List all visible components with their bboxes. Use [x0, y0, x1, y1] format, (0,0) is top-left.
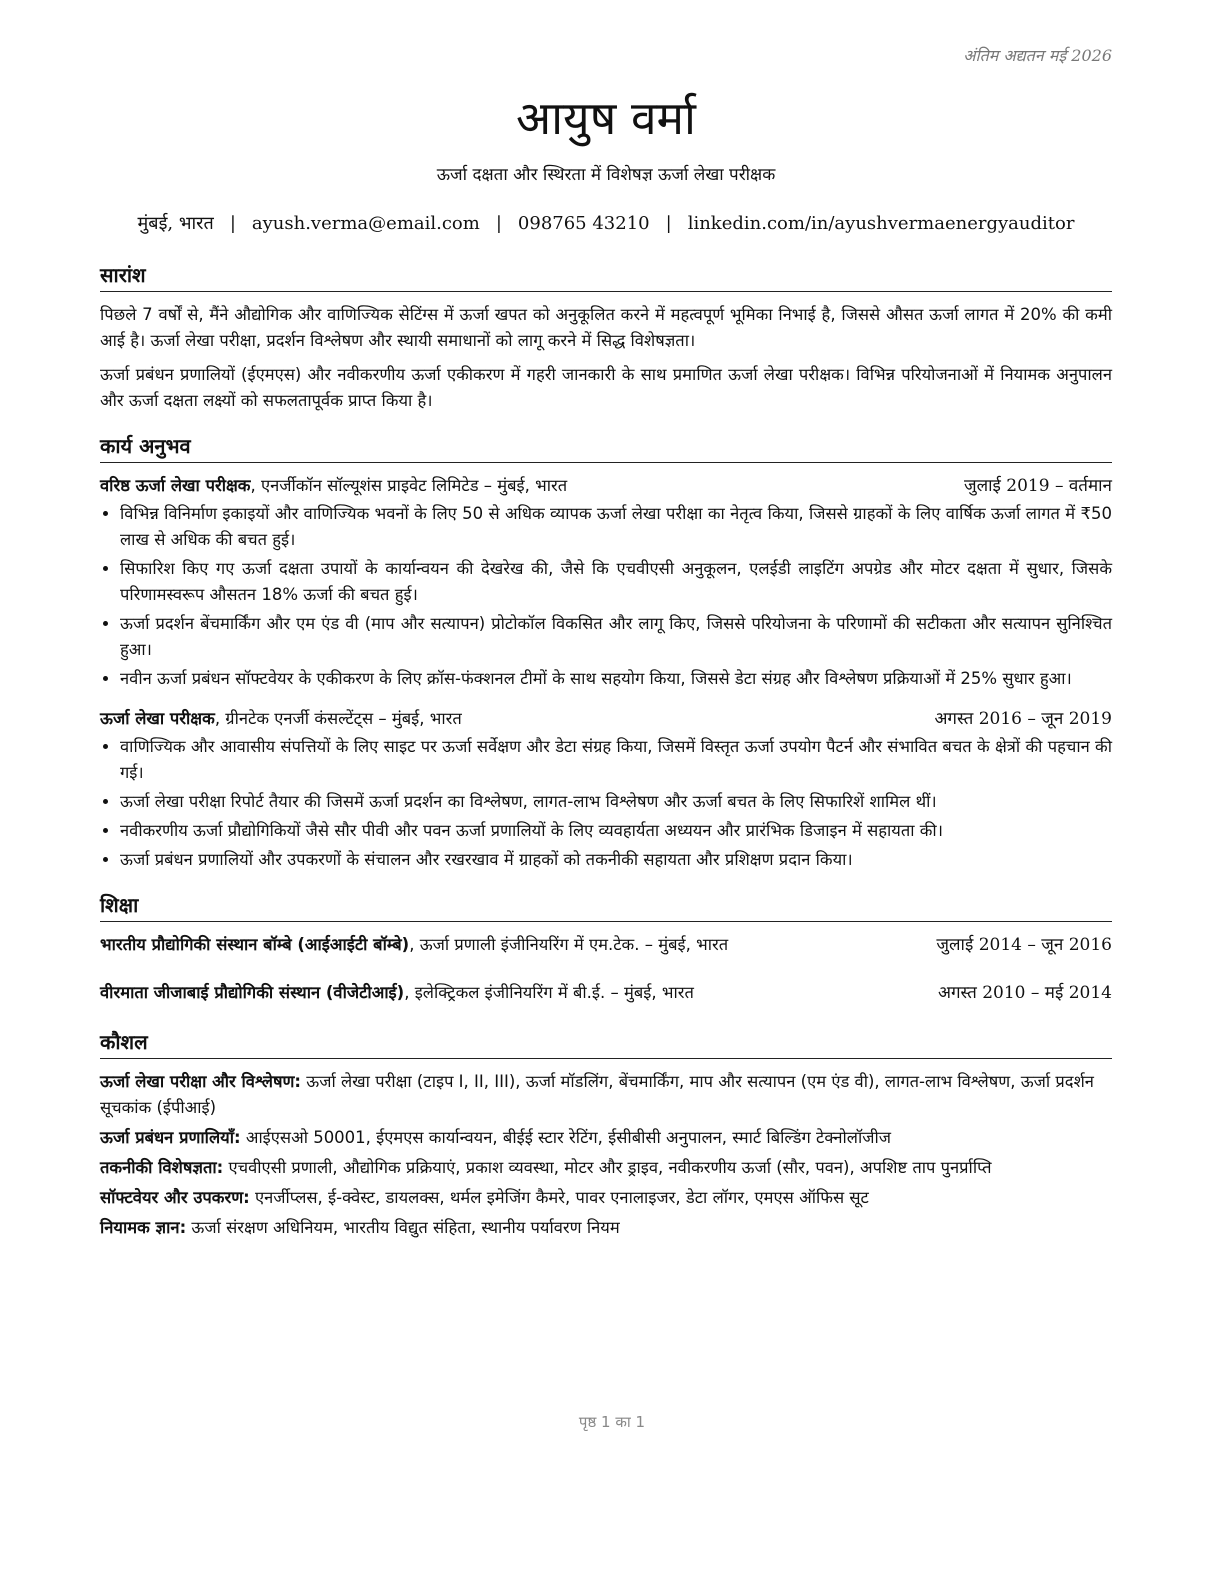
last-updated: अंतिम अद्यतन मई 2026 [963, 46, 1112, 65]
contact-separator: | [229, 213, 236, 234]
section-title-skills: कौशल [100, 1028, 1112, 1059]
section-title-experience: कार्य अनुभव [100, 432, 1112, 463]
job-bullets [100, 734, 1112, 873]
candidate-name: आयुष वर्मा [516, 91, 696, 145]
list-item: • ऊर्जा प्रदर्शन बेंचमार्किंग और एम एंड वी (माप और सत्यापन) प्रोटोकॉल विकसित और लागू किए, जिससे परियोजना के परिणामों की सटीकता और सत्यापन सुनिश्चित हुआ। [120, 611, 1112, 663]
summary-paragraph: पिछले 7 वर्षों से, मैंने औद्योगिक और वाणिज्यिक सेटिंग्स में ऊर्जा खपत को अनुकूलित करने में महत्वपूर्ण भूमिका निभाई है, जिससे औसत ऊर्जा लागत में 20% की कमी आई है। ऊर्जा लेखा परीक्षा, प्रदर्शन विश्लेषण और स्थायी समाधानों को लागू करने में सिद्ध विशेषज्ञता। [100, 305, 1112, 350]
list-item: • नवीकरणीय ऊर्जा प्रौद्योगिकियों जैसे सौर पीवी और पवन ऊर्जा प्रणालियों के लिए व्यवहार्यता अध्ययन और प्रारंभिक डिजाइन में सहायता की। [120, 818, 1112, 844]
page-number: पृष्ठ 1 का 1 [578, 1413, 646, 1431]
skill-label: सॉफ्टवेयर और उपकरण: [100, 1188, 250, 1207]
skill-row [100, 1069, 1112, 1121]
section-title-summary: सारांश [100, 261, 1112, 292]
education-row [100, 932, 1112, 958]
skill-label: ऊर्जा लेखा परीक्षा और विश्लेषण: [100, 1072, 302, 1091]
contact-separator: | [665, 213, 672, 234]
contact-phone[interactable]: 098765 43210 [517, 213, 650, 234]
education-detail: , इलेक्ट्रिकल इंजीनियरिंग में बी.ई. – मुंबई, भारत [404, 983, 694, 1002]
skill-row [100, 1155, 1112, 1181]
skill-label: ऊर्जा प्रबंधन प्रणालियाँ: [100, 1128, 241, 1147]
list-item: • वाणिज्यिक और आवासीय संपत्तियों के लिए साइट पर ऊर्जा सर्वेक्षण और डेटा संग्रह किया, जिसमें विस्तृत ऊर्जा उपयोग पैटर्न और संभावित बचत के क्षेत्रों की पहचान की गई। [120, 734, 1112, 786]
list-item: • ऊर्जा लेखा परीक्षा रिपोर्ट तैयार की जिसमें ऊर्जा प्रदर्शन का विश्लेषण, लागत-लाभ विश्लेषण और ऊर्जा बचत के लिए सिफारिशें शामिल थीं। [120, 789, 1112, 815]
job-role: वरिष्ठ ऊर्जा लेखा परीक्षक [100, 476, 251, 495]
contact-line [100, 211, 1112, 235]
job-bullets [100, 501, 1112, 692]
skill-value: आईएसओ 50001, ईएमएस कार्यान्वयन, बीईई स्टार रेटिंग, ईसीबीसी अनुपालन, स्मार्ट बिल्डिंग टेक्नोलॉजीज [240, 1128, 892, 1147]
education-institution: वीरमाता जीजाबाई प्रौद्योगिकी संस्थान (वीजेटीआई) [100, 983, 405, 1002]
list-item: • विभिन्न विनिर्माण इकाइयों और वाणिज्यिक भवनों के लिए 50 से अधिक व्यापक ऊर्जा लेखा परीक्षा का नेतृत्व किया, जिससे ग्राहकों के लिए वार्षिक ऊर्जा लागत में ₹50 लाख से अधिक की बचत हुई। [120, 501, 1112, 553]
list-item: • नवीन ऊर्जा प्रबंधन सॉफ्टवेयर के एकीकरण के लिए क्रॉस-फंक्शनल टीमों के साथ सहयोग किया, जिससे डेटा संग्रह और विश्लेषण प्रक्रियाओं में 25% सुधार हुआ। [120, 666, 1112, 692]
skill-row [100, 1125, 1112, 1151]
job-org: , ग्रीनटेक एनर्जी कंसल्टेंट्स – मुंबई, भारत [214, 709, 462, 728]
job-org: , एनर्जीकॉन सॉल्यूशंस प्राइवेट लिमिटेड – मुंबई, भारत [250, 476, 568, 495]
job-role: ऊर्जा लेखा परीक्षक [100, 709, 215, 728]
contact-location: मुंबई, भारत [137, 213, 214, 234]
job-header [100, 706, 1112, 732]
job-dates: अगस्त 2016 – जून 2019 [934, 709, 1112, 729]
skill-value: ऊर्जा लेखा परीक्षा (टाइप I, II, III), ऊर्जा मॉडलिंग, बेंचमार्किंग, माप और सत्यापन (एम एंड वी), लागत-लाभ विश्लेषण, ऊर्जा प्रदर्शन सूचकांक (ईपीआई) [100, 1072, 1094, 1117]
skill-row [100, 1215, 1112, 1241]
skill-value: एनर्जीप्लस, ई-क्वेस्ट, डायलक्स, थर्मल इमेजिंग कैमरे, पावर एनालाइजर, डेटा लॉगर, एमएस ऑफिस सूट [249, 1188, 869, 1207]
section-title-education: शिक्षा [100, 891, 1112, 922]
resume-page [100, 0, 1112, 1245]
skill-label: तकनीकी विशेषज्ञता: [100, 1158, 224, 1177]
education-row [100, 980, 1112, 1006]
education-institution: भारतीय प्रौद्योगिकी संस्थान बॉम्बे (आईआईटी बॉम्बे) [100, 935, 410, 954]
skill-value: एचवीएसी प्रणाली, औद्योगिक प्रक्रियाएं, प्रकाश व्यवस्था, मोटर और ड्राइव, नवीकरणीय ऊर्जा (सौर, पवन), अपशिष्ट ताप पुनर्प्राप्ति [223, 1158, 992, 1177]
list-item: • सिफारिश किए गए ऊर्जा दक्षता उपायों के कार्यान्वयन की देखरेख की, जैसे कि एचवीएसी अनुकूलन, एलईडी लाइटिंग अपग्रेड और मोटर दक्षता में सुधार, जिसके परिणामस्वरूप औसतन 18% ऊर्जा की बचत हुई। [120, 556, 1112, 608]
contact-linkedin[interactable]: linkedin.com/in/ayushvermaenergyauditor [687, 213, 1075, 234]
list-item: • ऊर्जा प्रबंधन प्रणालियों और उपकरणों के संचालन और रखरखाव में ग्राहकों को तकनीकी सहायता और प्रशिक्षण प्रदान किया। [120, 847, 1112, 873]
job-dates: जुलाई 2019 – वर्तमान [963, 476, 1112, 496]
contact-separator: | [495, 213, 502, 234]
education-dates: अगस्त 2010 – मई 2014 [937, 983, 1112, 1003]
education-detail: , ऊर्जा प्रणाली इंजीनियरिंग में एम.टेक. – मुंबई, भारत [409, 935, 729, 954]
skill-label: नियामक ज्ञान: [100, 1218, 187, 1237]
education-dates: जुलाई 2014 – जून 2016 [936, 935, 1112, 955]
contact-email[interactable]: ayush.verma@email.com [251, 213, 480, 234]
tagline: ऊर्जा दक्षता और स्थिरता में विशेषज्ञ ऊर्जा लेखा परीक्षक [436, 165, 776, 185]
job-header [100, 473, 1112, 499]
skill-value: ऊर्जा संरक्षण अधिनियम, भारतीय विद्युत संहिता, स्थानीय पर्यावरण नियम [186, 1218, 620, 1237]
skill-row [100, 1185, 1112, 1211]
summary-paragraph: ऊर्जा प्रबंधन प्रणालियों (ईएमएस) और नवीकरणीय ऊर्जा एकीकरण में गहरी जानकारी के साथ प्रमाणित ऊर्जा लेखा परीक्षक। विभिन्न परियोजनाओं में नियामक अनुपालन और ऊर्जा दक्षता लक्ष्यों को सफलतापूर्वक प्राप्त किया है। [100, 365, 1112, 410]
